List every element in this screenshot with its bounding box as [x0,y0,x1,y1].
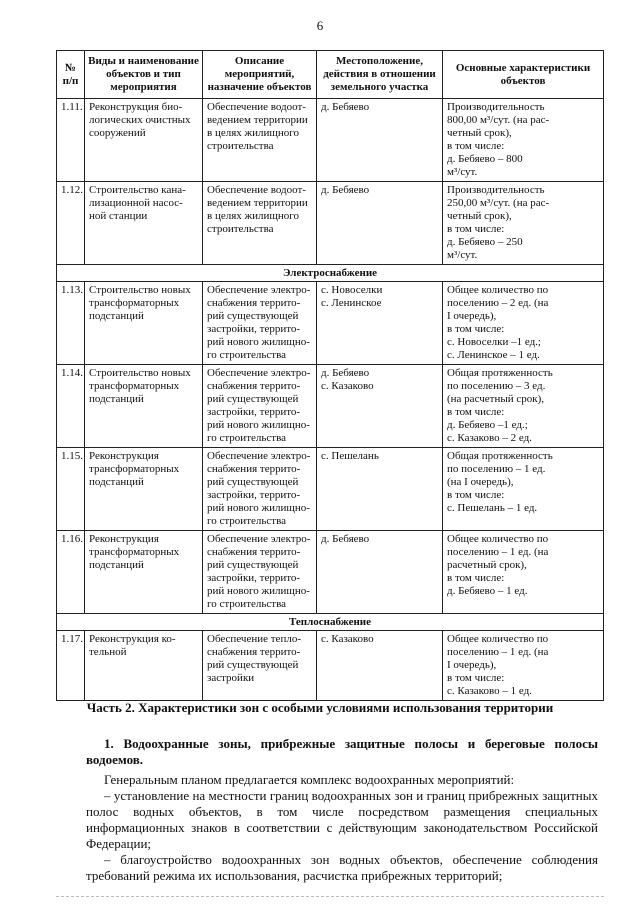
characteristics-line: в том числе: [447,140,505,152]
characteristics-line: Общее количество по [447,533,549,545]
object-name-cell [85,282,203,365]
measure-description-line: рий нового жилищно- [207,336,310,348]
measure-description-line: Обеспечение водоот- [207,101,306,113]
paragraph: – благоустройство водоохранных зон водных объектов, обеспечение соблюдения требований режима их использования, расчистка прибрежных территорий; [86,852,598,883]
characteristics-line: с. Новоселки –1 ед.; [447,336,541,348]
section-row [57,614,604,631]
characteristics-line: поселению – 1 ед. (на [447,646,549,658]
characteristics-line: д. Бебяево – 1 ед. [447,585,528,597]
measure-description-cell [203,531,317,614]
characteristics-line: с. Пешелань – 1 ед. [447,502,538,514]
characteristics-line: четный срок), [447,127,512,139]
measure-description-line: застройки, террито- [207,572,301,584]
table-row [57,365,604,448]
characteristics-line: по поселению – 3 ед. [447,380,546,392]
measure-description-line: снабжения террито- [207,463,301,475]
measure-description-line: в целях жилищного [207,127,299,139]
header-location: Местоположение, действия в отношении земельного участка [317,51,443,99]
object-name-line: Реконструкция ко- [89,633,176,645]
object-name-cell [85,448,203,531]
characteristics-line: в том числе: [447,672,505,684]
characteristics-line: (на расчетный срок), [447,393,545,405]
measure-description-line: Обеспечение электро- [207,284,311,296]
object-name-line: ной станции [89,210,148,222]
measure-description-cell [203,99,317,182]
characteristics-line: д. Бебяево –1 ед.; [447,419,528,431]
measure-description-cell [203,448,317,531]
measure-description-cell [203,182,317,265]
measure-description-line: застройки [207,672,255,684]
object-name-line: логических очистных [89,114,191,126]
location-cell [317,182,443,265]
row-number: 1.11. [57,99,85,182]
characteristics-cell [443,531,604,614]
measure-description-line: застройки, террито- [207,406,301,418]
characteristics-cell [443,99,604,182]
location-line: с. Новоселки [321,284,383,296]
object-name-line: сооружений [89,127,146,139]
table-row [57,182,604,265]
location-line: с. Казаково [321,633,374,645]
location-cell [317,365,443,448]
characteristics-line: в том числе: [447,406,505,418]
measure-description-line: рий нового жилищно- [207,585,310,597]
object-name-cell [85,531,203,614]
measure-description-line: го строительства [207,349,287,361]
part2-text [86,736,598,884]
characteristics-line: Общее количество по [447,284,549,296]
object-name-cell [85,365,203,448]
measure-description-line: в целях жилищного [207,210,299,222]
measure-description-line: застройки, террито- [207,489,301,501]
header-type: Виды и наименование объектов и тип мероприятия [85,51,203,99]
measure-description-line: снабжения террито- [207,646,301,658]
characteristics-line: по поселению – 1 ед. [447,463,546,475]
characteristics-line: 800,00 м³/сут. (на рас- [447,114,550,126]
characteristics-line: четный срок), [447,210,512,222]
object-name-line: Реконструкция био- [89,101,183,113]
row-number: 1.13. [57,282,85,365]
measure-description-line: рий существующей [207,476,299,488]
characteristics-cell [443,631,604,701]
row-number: 1.16. [57,531,85,614]
object-name-line: подстанций [89,393,144,405]
characteristics-cell [443,448,604,531]
characteristics-cell [443,282,604,365]
measure-description-line: рий существующей [207,393,299,405]
header-number: № п/п [57,51,85,99]
measures-table [56,50,604,701]
section-heading: 1. Водоохранные зоны, прибрежные защитные полосы и береговые полосы водоемов. [86,736,598,767]
paragraph: – установление на местности границ водоохранных зон и границ прибрежных защитных полос водных объектов, в том числе посредством размещения специальных информационных знаков в соответствии с действующим законодательством Российской Федерации; [86,788,598,851]
measure-description-line: Обеспечение тепло- [207,633,301,645]
location-cell [317,531,443,614]
characteristics-line: в том числе: [447,223,505,235]
object-name-line: Реконструкция [89,450,159,462]
object-name-line: трансформаторных [89,380,180,392]
measure-description-line: рий существующей [207,659,299,671]
section-title: Электроснабжение [57,265,604,282]
header-description: Описание мероприятий, назначение объектов [203,51,317,99]
object-name-cell [85,631,203,701]
object-name-line: трансформаторных [89,297,180,309]
table-body [57,99,604,701]
characteristics-line: I очередь), [447,659,497,671]
characteristics-line: 250,00 м³/сут. (на рас- [447,197,550,209]
row-number: 1.12. [57,182,85,265]
measure-description-line: рий существующей [207,310,299,322]
object-name-line: подстанций [89,310,144,322]
location-line: с. Пешелань [321,450,379,462]
characteristics-line: с. Казаково – 1 ед. [447,685,532,697]
characteristics-line: (на I очередь), [447,476,514,488]
object-name-line: трансформаторных [89,546,180,558]
characteristics-line: с. Казаково – 2 ед. [447,432,532,444]
measure-description-line: строительства [207,223,274,235]
measure-description-line: го строительства [207,515,287,527]
characteristics-line: Производительность [447,184,545,196]
characteristics-line: д. Бебяево – 250 [447,236,523,248]
section-title: Теплоснабжение [57,614,604,631]
location-line: д. Бебяево [321,184,370,196]
table-row [57,631,604,701]
characteristics-line: Общая протяженность [447,450,553,462]
characteristics-cell [443,365,604,448]
location-cell [317,282,443,365]
row-number: 1.15. [57,448,85,531]
characteristics-line: в том числе: [447,489,505,501]
header-characteristics: Основные характеристики объектов [443,51,604,99]
characteristics-line: д. Бебяево – 800 [447,153,523,165]
measure-description-line: Обеспечение электро- [207,450,311,462]
measure-description-line: рий существующей [207,559,299,571]
measure-description-cell [203,282,317,365]
object-name-cell [85,182,203,265]
object-name-line: лизационной насос- [89,197,183,209]
characteristics-line: Общее количество по [447,633,549,645]
characteristics-line: Производительность [447,101,545,113]
characteristics-line: в том числе: [447,323,505,335]
location-cell [317,99,443,182]
table-row [57,282,604,365]
characteristics-line: в том числе: [447,572,505,584]
location-cell [317,631,443,701]
characteristics-line: I очередь), [447,310,497,322]
location-line: д. Бебяево [321,533,370,545]
measure-description-line: снабжения террито- [207,297,301,309]
paragraph: Генеральным планом предлагается комплекс водоохранных мероприятий: [104,772,515,787]
characteristics-line: поселению – 2 ед. (на [447,297,549,309]
measure-description-line: Обеспечение электро- [207,533,311,545]
table-row [57,531,604,614]
row-number: 1.14. [57,365,85,448]
measure-description-line: ведением территории [207,114,308,126]
measure-description-cell [203,631,317,701]
measure-description-line: Обеспечение электро- [207,367,311,379]
characteristics-line: Общая протяженность [447,367,553,379]
measure-description-line: Обеспечение водоот- [207,184,306,196]
characteristics-line: поселению – 1 ед. (на [447,546,549,558]
measure-description-line: ведением территории [207,197,308,209]
bottom-divider [56,896,604,897]
section-row [57,265,604,282]
characteristics-line: расчетный срок), [447,559,527,571]
measure-description-line: застройки, террито- [207,323,301,335]
object-name-line: Строительство новых [89,367,191,379]
object-name-cell [85,99,203,182]
page-number: 6 [316,18,324,33]
location-line: с. Казаково [321,380,374,392]
object-name-line: подстанций [89,559,144,571]
measure-description-line: снабжения террито- [207,380,301,392]
object-name-line: тельной [89,646,127,658]
characteristics-line: м³/сут. [447,249,478,261]
object-name-line: подстанций [89,476,144,488]
measure-description-line: снабжения террито- [207,546,301,558]
object-name-line: Реконструкция [89,533,159,545]
measure-description-line: рий нового жилищно- [207,502,310,514]
object-name-line: Строительство кана- [89,184,186,196]
measure-description-line: строительства [207,140,274,152]
table-header-row [57,51,604,99]
table-row [57,99,604,182]
measure-description-line: рий нового жилищно- [207,419,310,431]
part2-title: Часть 2. Характеристики зон с особыми условиями использования территории [86,700,554,715]
characteristics-line: с. Ленинское – 1 ед. [447,349,540,361]
measure-description-line: го строительства [207,432,287,444]
measure-description-cell [203,365,317,448]
row-number: 1.17. [57,631,85,701]
location-line: д. Бебяево [321,367,370,379]
location-line: с. Ленинское [321,297,382,309]
measure-description-line: го строительства [207,598,287,610]
location-cell [317,448,443,531]
characteristics-line: м³/сут. [447,166,478,178]
location-line: д. Бебяево [321,101,370,113]
table-row [57,448,604,531]
object-name-line: Строительство новых [89,284,191,296]
object-name-line: трансформаторных [89,463,180,475]
characteristics-cell [443,182,604,265]
